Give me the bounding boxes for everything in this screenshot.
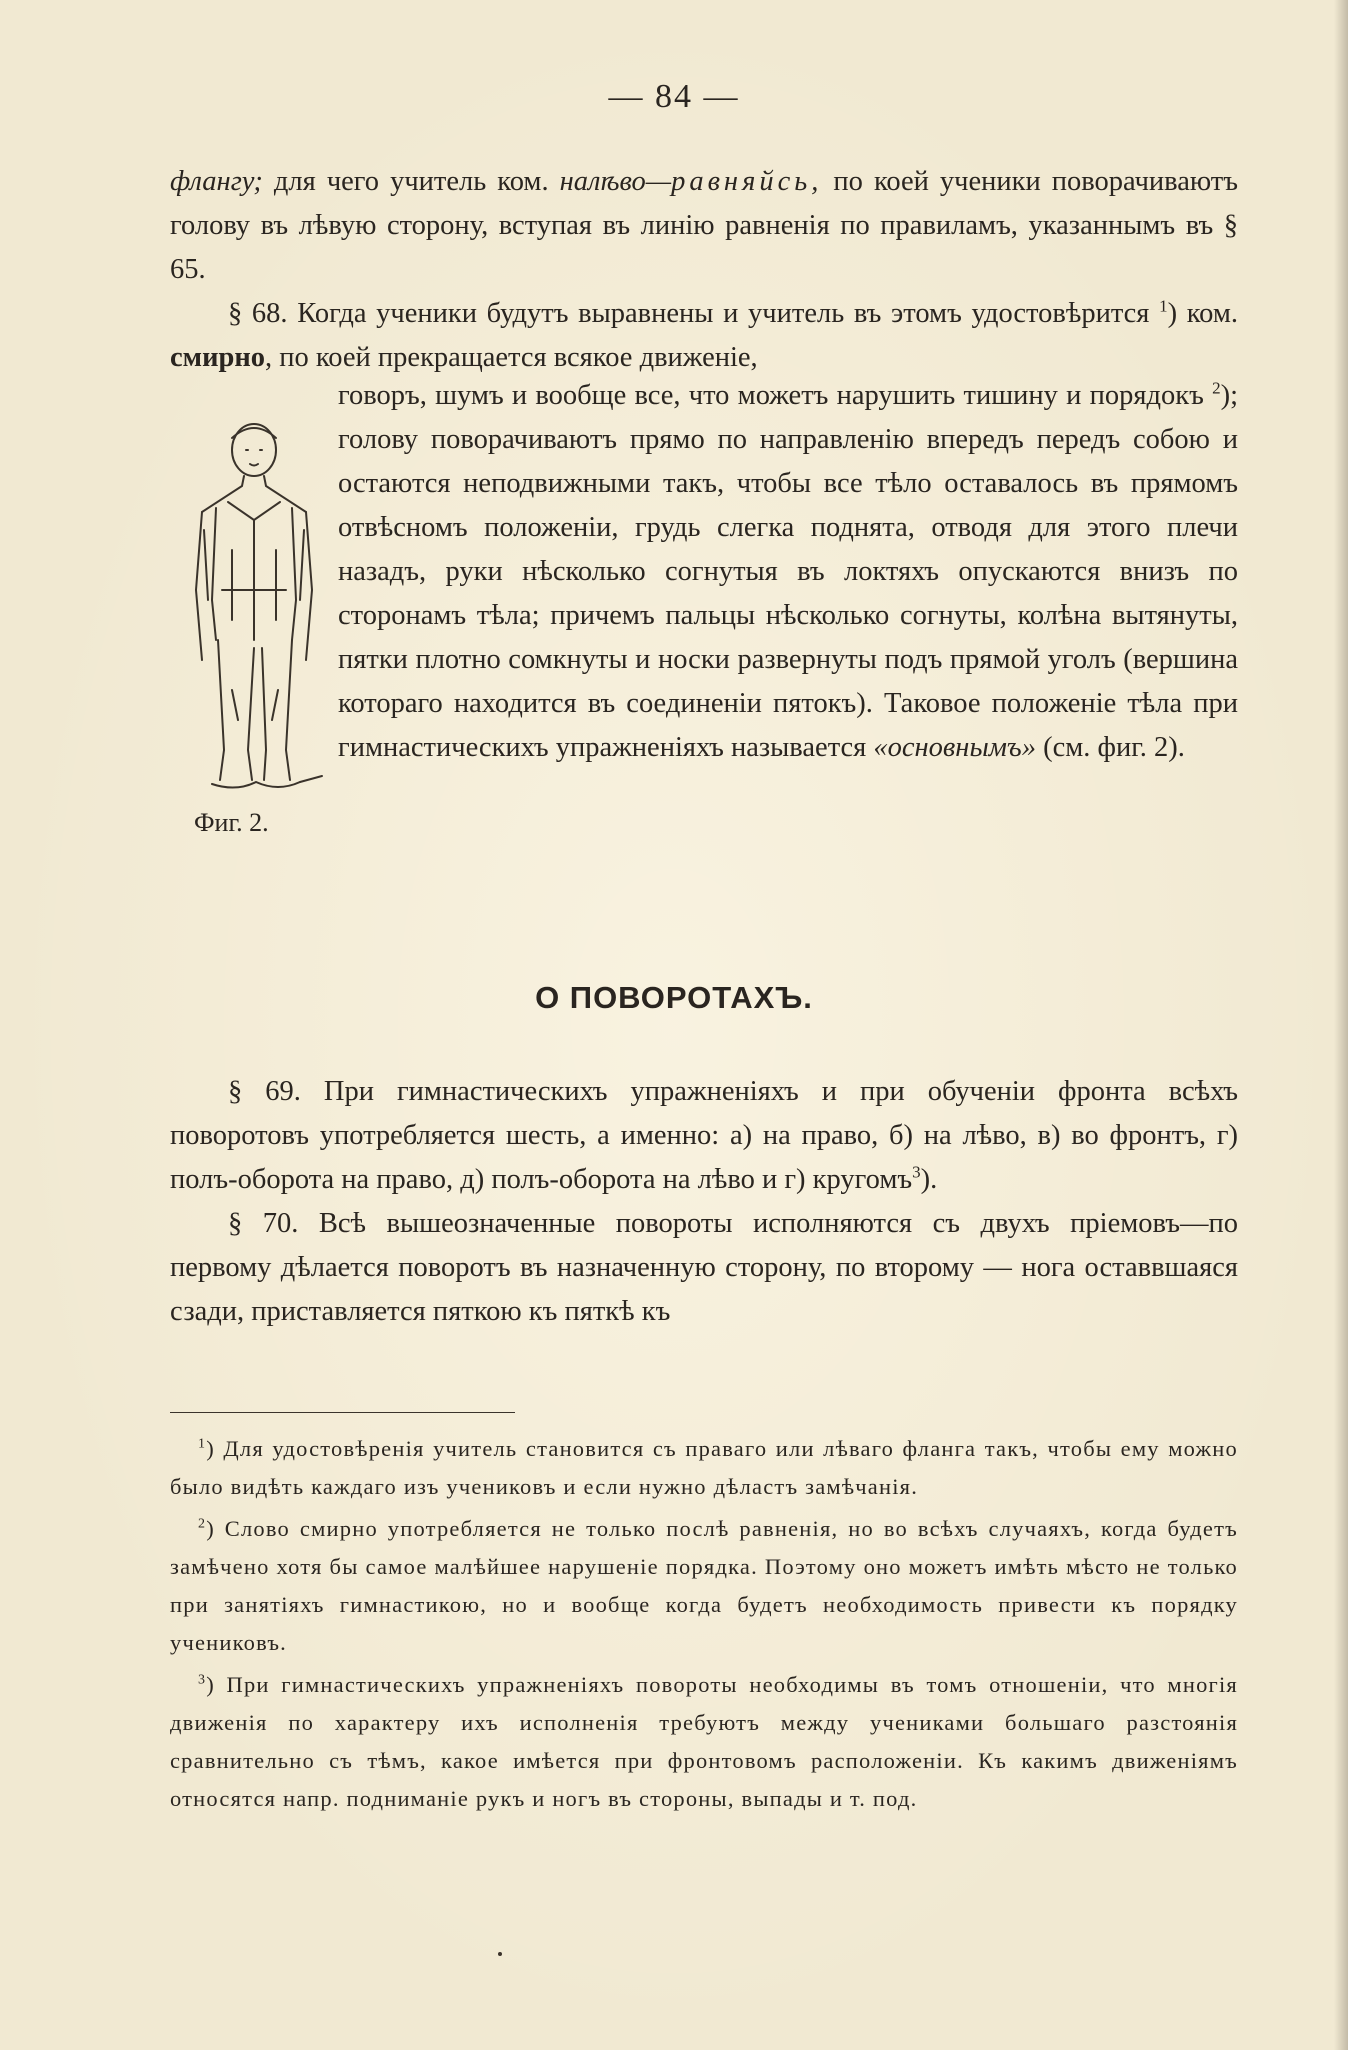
- footnote-ref-2: 2: [1212, 378, 1221, 398]
- footnotes: [170, 1430, 1238, 1822]
- turns-text-block: [170, 1070, 1238, 1334]
- page-edge-shadow: [1334, 0, 1348, 2050]
- command-dress: равняйсь,: [671, 166, 823, 197]
- paragraph-68-start: § 68. Когда ученики будутъ выравнены и учитель въ этомъ удостовѣрится $^1$) ком. смирно, по коей прекращается всякое движеніе,: [170, 296, 1238, 373]
- figure-2: [170, 380, 340, 860]
- page-number: — 84 —: [608, 78, 740, 115]
- paragraph-68-wrapped: говоръ, шумъ и вообще все, что можетъ нарушить тишину и порядокъ $^2$); голову поворачиваютъ прямо по направленію впередъ передъ собою и остаются неподвижными такъ, чтобы все тѣло оставалось въ прямомъ отвѣсномъ положеніи, грудь слегка поднята, отводя для этого плечи назадъ, руки нѣсколько согнутыя въ локтяхъ опускаются внизъ по сторонамъ тѣла; причемъ пальцы нѣсколько согнуты, колѣна вытянуты, пятки плотно сомкнуты и носки развернуты подъ прямой уголъ (вершина котораго находится въ соединеніи пятокъ). Таковое положеніе тѣла при гимнастическихъ упражненіяхъ называется «основнымъ» (см. фиг. 2).: [338, 378, 1238, 763]
- command-attention: смирно: [170, 342, 266, 373]
- footnote-separator: [170, 1412, 515, 1413]
- footnote-3: $^3$) При гимнастическихъ упражненіяхъ повороты необходимы въ томъ отношеніи, что многія движенія по характеру ихъ исполненія требуютъ между учениками большаго разстоянія сравнительно съ тѣмъ, какое имѣется при фронтовомъ расположеніи. Къ какимъ движеніямъ относятся напр. подниманіе рукъ и ногъ въ стороны, выпады и т. под.: [170, 1672, 1238, 1811]
- paragraph-70: § 70. Всѣ вышеозначенные повороты исполняются съ двухъ пріемовъ—по первому дѣлается поворотъ въ назначенную сторону, по второму — нога оставвшаяся сзади, приставляется пяткою къ пяткѣ къ: [170, 1208, 1238, 1327]
- ink-speck: [498, 1952, 502, 1956]
- lead-italic-word: флангу;: [170, 166, 263, 197]
- footnote-ref-3: 3: [912, 1162, 921, 1182]
- standing-figure-illustration: [182, 420, 332, 800]
- paragraph-69: § 69. При гимнастическихъ упражненіяхъ и при обученіи фронта всѣхъ поворотовъ употребляется шесть, а именно: а) на право, б) на лѣво, в) во фронтъ, г) полъ-оборота на право, д) полъ-оборота на лѣво и г) кругомъ$^3$).: [170, 1076, 1238, 1195]
- section-title: О ПОВОРОТАХЪ.: [535, 980, 813, 1015]
- footnote-ref-1: 1: [1159, 296, 1168, 316]
- footnote-1: $^1$) Для удостовѣренія учитель становится съ праваго или лѣваго фланга такъ, чтобы ему можно было видѣть каждаго изъ учениковъ и если нужно дѣластъ замѣчанія.: [170, 1436, 1238, 1499]
- figure-caption: Фиг. 2.: [194, 808, 269, 837]
- top-text-block: [170, 160, 1238, 380]
- footnote-2: $^2$) Слово смирно употребляется не только послѣ равненія, но во всѣхъ случаяхъ, когда будетъ замѣчено хотя бы самое малѣйшее нарушеніе порядка. Поэтому оно можетъ имѣть мѣсто не только при занятіяхъ гимнастикою, но и вообще когда будетъ необходимость привести къ порядку учениковъ.: [170, 1516, 1238, 1655]
- term-basic: «основнымъ»: [873, 732, 1036, 763]
- continued-paragraph: флангу; для чего учитель ком. налѣво—равняйсь, по коей ученики поворачиваютъ голову въ лѣвую сторону, вступая въ линію равненія по правиламъ, указаннымъ въ § 65.: [170, 166, 1238, 285]
- command-left: налѣво—: [559, 166, 672, 197]
